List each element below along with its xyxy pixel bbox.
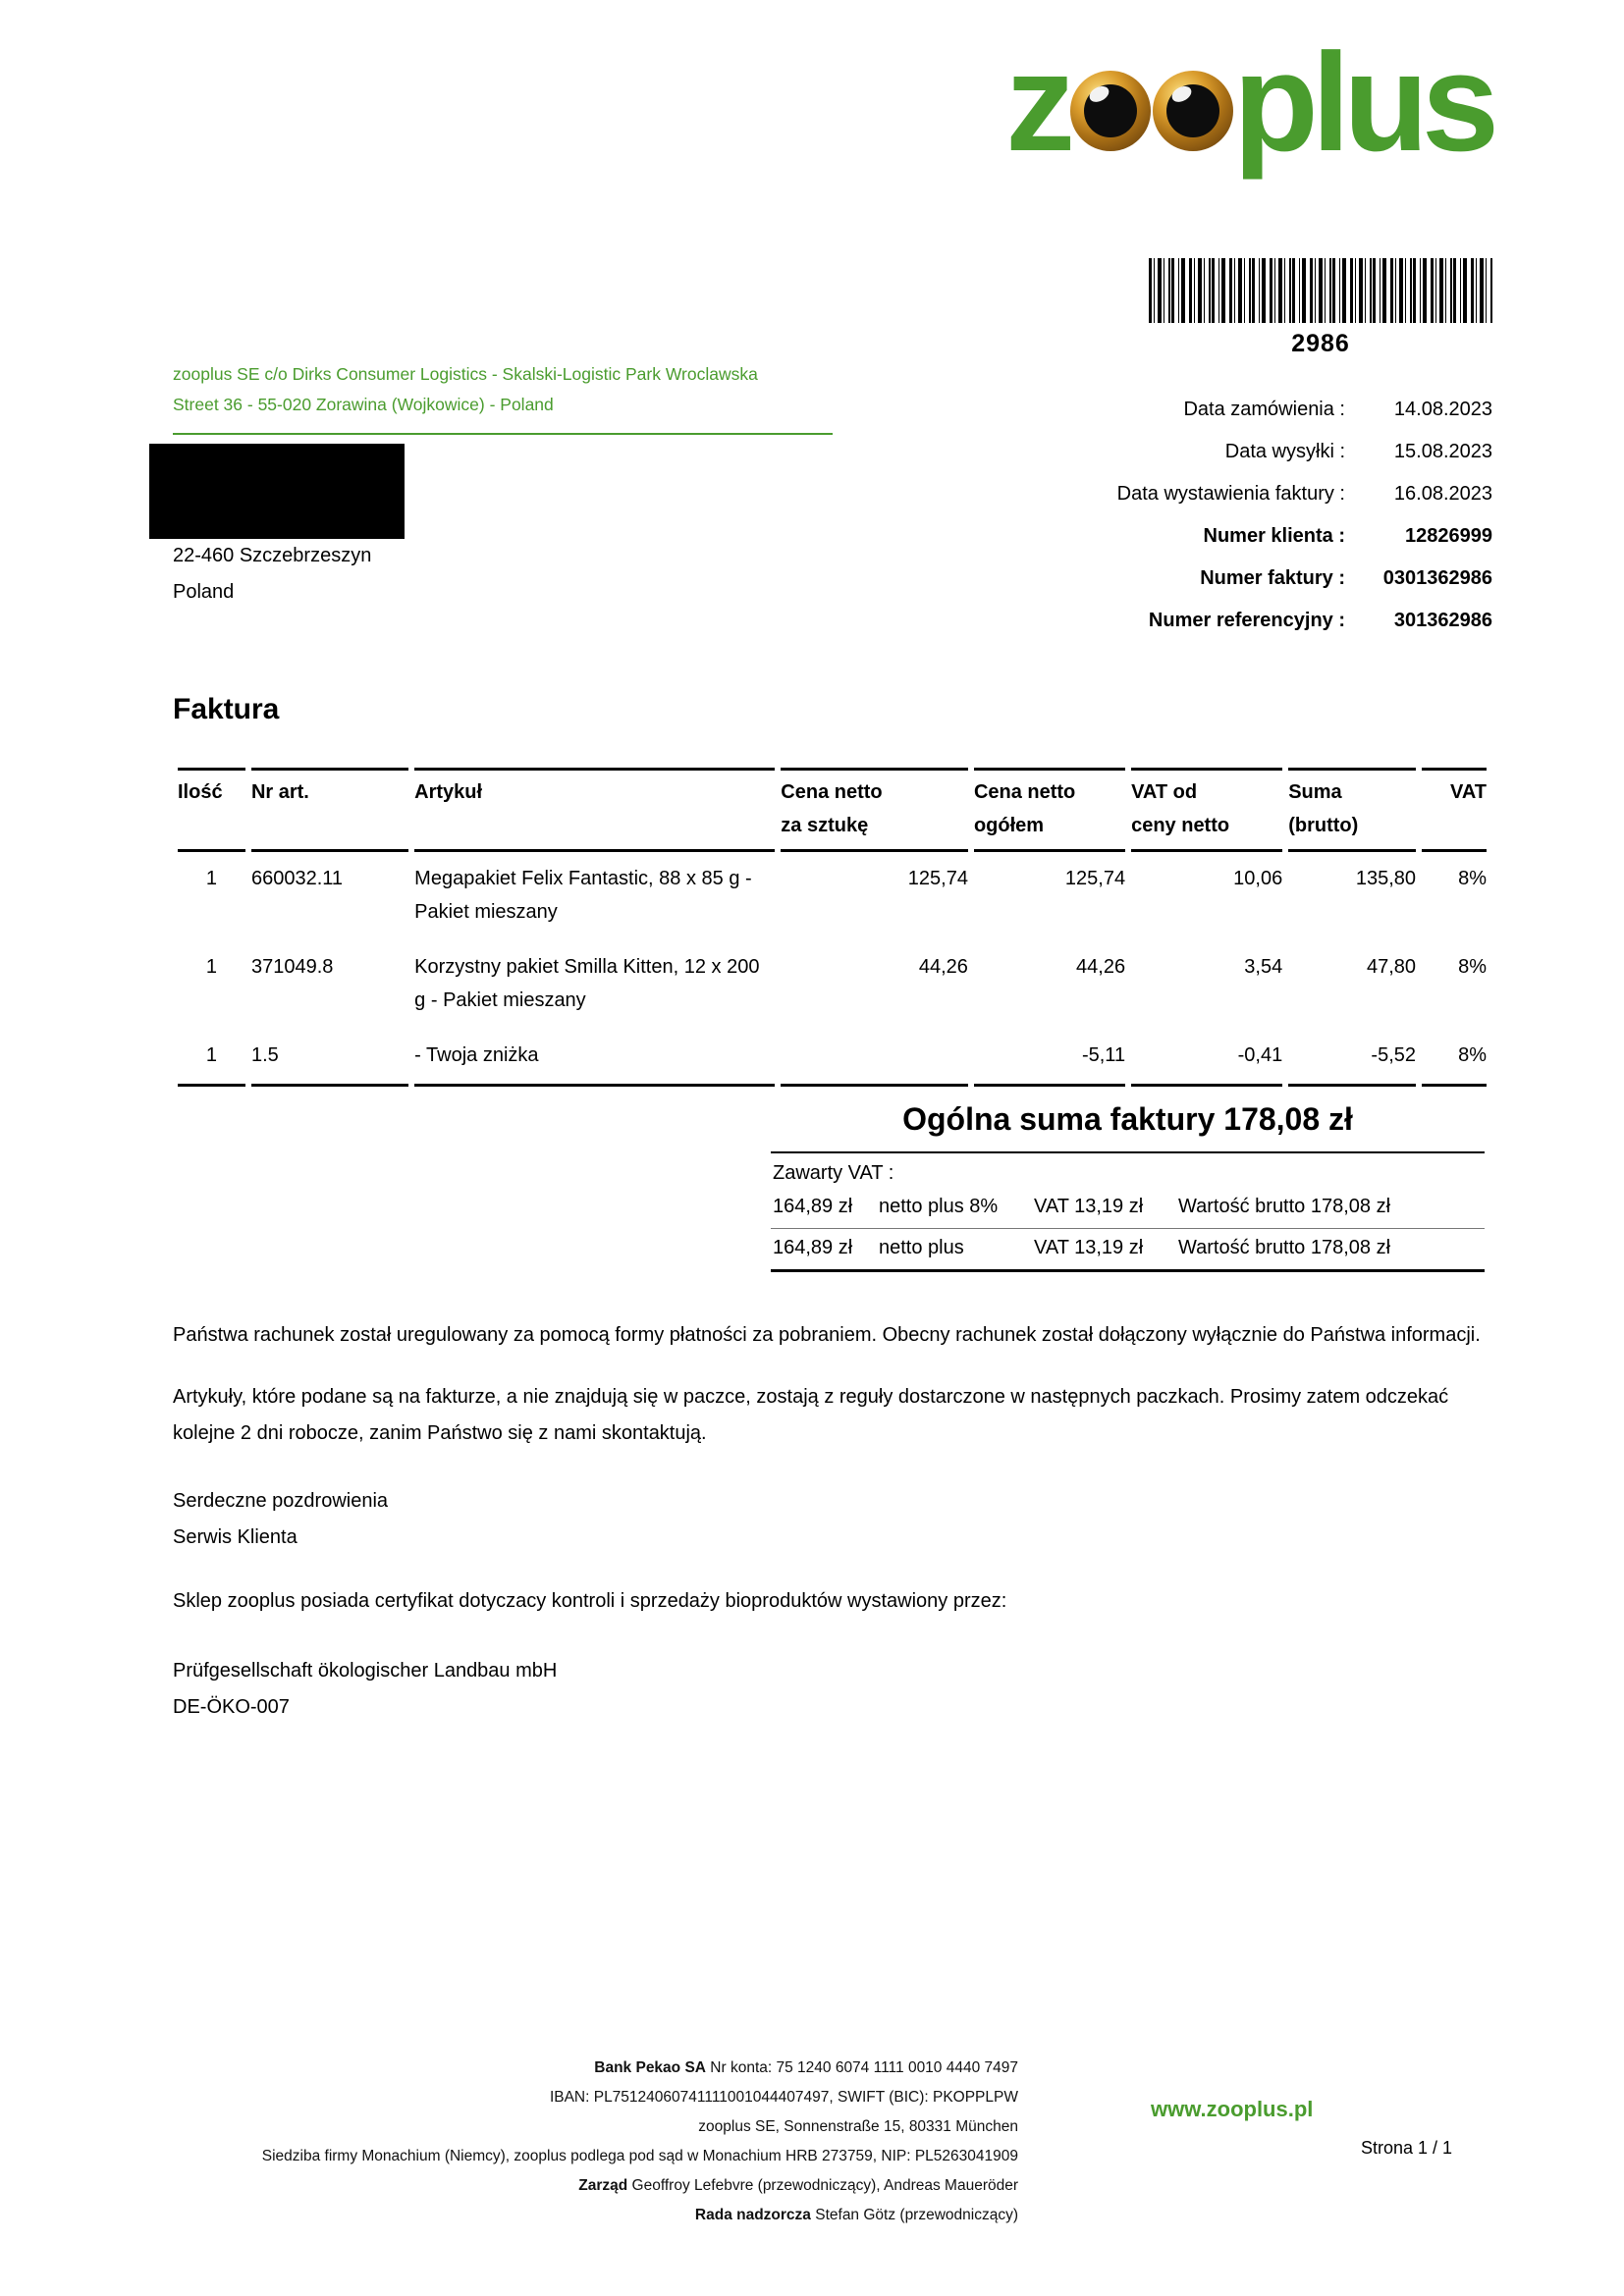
cell-art-number: 660032.11	[250, 868, 344, 889]
shipping-note: Artykuły, które podane są na fakturze, a nie znajdują się w paczce, zostają z reguły dostarczone w następnych paczkach. Prosimy zatem odczekać kolejne 2 dni robocze, zanim Państwo się z nami skontaktują.	[173, 1386, 1449, 1444]
cell-total-net: 125,74	[1064, 868, 1126, 889]
footer-text: Geoffroy Lefebvre (przewodniczący), Andreas Maueröder	[627, 2177, 1018, 2194]
meta-value: 14.08.2023	[1393, 399, 1492, 420]
grand-total: Ogólna suma faktury 178,08 zł	[902, 1101, 1353, 1137]
invoice-meta	[1117, 389, 1492, 642]
meta-label: Data wystawienia faktury :	[1116, 483, 1345, 505]
certification-id: DE-ÖKO-007	[173, 1696, 290, 1718]
col-header-unit-net: Cena netto za sztukę	[781, 768, 968, 852]
cell-gross: 135,80	[1355, 868, 1417, 889]
vat-gross: Wartość brutto 178,08 zł	[1176, 1188, 1485, 1229]
col-header-article: Artykuł	[414, 768, 775, 852]
meta-value: 12826999	[1405, 525, 1492, 547]
sender-divider	[173, 433, 833, 435]
recipient-country: Poland	[173, 581, 235, 603]
vat-summary-title: Zawarty VAT :	[773, 1162, 894, 1184]
cell-art-number: 371049.8	[250, 956, 334, 978]
cell-qty: 1	[205, 868, 218, 889]
vat-row	[771, 1188, 1485, 1229]
cell-article-name: Korzystny pakiet Smilla Kitten, 12 x 200 g - Pakiet mieszany	[414, 956, 760, 1011]
website-link[interactable]: www.zooplus.pl	[1151, 2097, 1314, 2121]
vat-net-label: netto plus	[879, 1237, 964, 1258]
footer-board-line	[262, 2171, 1018, 2201]
col-header-vat-of-net: VAT od ceny netto	[1131, 768, 1282, 852]
meta-value: 301362986	[1393, 610, 1492, 631]
logo-letter-z: z	[1005, 25, 1069, 181]
items-table	[172, 768, 1492, 1087]
cell-vat-rate: 8%	[1458, 868, 1487, 889]
col-header-gross-sum: Suma (brutto)	[1288, 768, 1416, 852]
meta-row-invoice-number	[1117, 558, 1492, 600]
redacted-recipient-block	[149, 444, 405, 539]
meta-value: 16.08.2023	[1393, 483, 1492, 505]
recipient-address	[173, 538, 371, 611]
cell-art-number: 1.5	[251, 1029, 408, 1087]
cell-vat-rate: 8%	[1422, 1029, 1487, 1087]
footer-iban-line	[262, 2083, 1018, 2112]
signature-line1: Serdeczne pozdrowienia	[173, 1490, 389, 1512]
meta-row-reference-number	[1117, 600, 1492, 642]
table-row-discount	[178, 1029, 1487, 1087]
vat-amount: VAT 13,19 zł	[1034, 1237, 1144, 1258]
meta-value: 0301362986	[1382, 567, 1492, 589]
cell-total-net: -5,11	[974, 1029, 1125, 1087]
cell-unit-net: 44,26	[918, 956, 968, 978]
eye-left-icon	[1070, 71, 1151, 151]
certification-note: Sklep zooplus posiada certyfikat dotyczacy kontroli i sprzedaży bioproduktów wystawiony przez:	[173, 1590, 1007, 1612]
cell-qty: 1	[178, 1029, 245, 1087]
table-row	[178, 852, 1487, 940]
cell-vat-amount: 3,54	[1244, 956, 1283, 978]
cell-unit-net	[781, 1029, 968, 1087]
page-number: Strona 1 / 1	[1361, 2138, 1453, 2158]
footer-text: Stefan Götz (przewodniczący)	[810, 2207, 1018, 2223]
payment-note: Państwa rachunek został uregulowany za pomocą formy płatności za pobraniem. Obecny rachunek został dołączony wyłącznie do Państwa informacji.	[173, 1324, 1481, 1346]
meta-label: Numer klienta :	[1203, 525, 1345, 547]
meta-value: 15.08.2023	[1393, 441, 1492, 462]
cell-vat-rate: 8%	[1458, 956, 1487, 978]
cell-article-name: - Twoja zniżka	[414, 1029, 775, 1087]
cell-vat-amount: -0,41	[1131, 1029, 1282, 1087]
footer-company-info	[262, 2054, 1018, 2230]
recipient-city: 22-460 Szczebrzeszyn	[173, 545, 372, 566]
sender-address	[173, 359, 860, 420]
signature-line2: Serwis Klienta	[173, 1526, 298, 1548]
body-text	[173, 1317, 1490, 1726]
cell-unit-net: 125,74	[907, 868, 968, 889]
cell-total-net: 44,26	[1076, 956, 1126, 978]
col-header-total-net: Cena netto ogółem	[974, 768, 1125, 852]
vat-net: 164,89 zł	[771, 1188, 877, 1229]
meta-label: Numer referencyjny :	[1148, 610, 1345, 631]
footer-bold-text: Zarząd	[578, 2177, 628, 2194]
cell-qty: 1	[205, 956, 218, 978]
meta-label: Numer faktury :	[1200, 567, 1345, 589]
col-header-vat-rate: VAT	[1422, 768, 1487, 852]
totals-section	[771, 1101, 1485, 1272]
meta-label: Data zamówienia :	[1183, 399, 1345, 420]
eye-right-icon	[1153, 71, 1233, 151]
vat-gross: Wartość brutto 178,08 zł	[1178, 1237, 1391, 1258]
footer-address-line	[262, 2112, 1018, 2142]
col-header-art: Nr art.	[251, 768, 408, 852]
footer-text: zooplus SE, Sonnenstraße 15, 80331 München	[698, 2118, 1018, 2135]
barcode-icon	[1149, 258, 1492, 323]
meta-label: Data wysyłki :	[1224, 441, 1345, 462]
footer-text: Nr konta: 75 1240 6074 1111 0010 4440 7497	[705, 2059, 1018, 2076]
meta-row-customer-number	[1117, 515, 1492, 558]
footer-text: Siedziba firmy Monachium (Niemcy), zooplus podlega pod sąd w Monachium HRB 273759, NIP: PL5263041909	[261, 2148, 1018, 2164]
vat-net: 164,89 zł	[773, 1237, 853, 1258]
table-row	[178, 940, 1487, 1029]
vat-summary	[771, 1151, 1485, 1272]
zooplus-logo	[1005, 25, 1492, 181]
footer-bold-text: Bank Pekao SA	[594, 2059, 706, 2076]
vat-amount: VAT 13,19 zł	[1032, 1188, 1176, 1229]
vat-row	[771, 1229, 1485, 1270]
col-header-qty: Ilość	[178, 768, 245, 852]
sender-address-line1: zooplus SE c/o Dirks Consumer Logistics - Skalski-Logistic Park Wroclawska	[173, 364, 758, 384]
meta-row-invoice-date	[1117, 473, 1492, 515]
barcode-number: 2986	[1291, 330, 1350, 357]
footer-bold-text: Rada nadzorcza	[694, 2207, 811, 2223]
cell-article-name: Megapakiet Felix Fantastic, 88 x 85 g - Pakiet mieszany	[414, 868, 752, 923]
cell-gross: -5,52	[1288, 1029, 1416, 1087]
signature	[173, 1483, 1490, 1556]
certification-org: Prüfgesellschaft ökologischer Landbau mbH	[173, 1660, 558, 1682]
logo-letters-plus: plus	[1233, 25, 1492, 181]
cell-vat-amount: 10,06	[1233, 868, 1283, 889]
footer-bank-line	[262, 2054, 1018, 2083]
cell-gross: 47,80	[1366, 956, 1417, 978]
page-title: Faktura	[173, 693, 280, 725]
footer-registry-line	[262, 2142, 1018, 2171]
meta-row-order-date	[1117, 389, 1492, 431]
footer-supervisory-line	[262, 2201, 1018, 2230]
meta-row-ship-date	[1117, 431, 1492, 473]
footer-text: IBAN: PL75124060741111001044407497, SWIFT (BIC): PKOPPLPW	[549, 2089, 1018, 2106]
sender-address-line2: Street 36 - 55-020 Zorawina (Wojkowice) - Poland	[173, 395, 554, 414]
vat-net-label: netto plus 8%	[877, 1188, 1032, 1229]
certification-issuer	[173, 1653, 1490, 1726]
table-header-row	[178, 768, 1487, 852]
